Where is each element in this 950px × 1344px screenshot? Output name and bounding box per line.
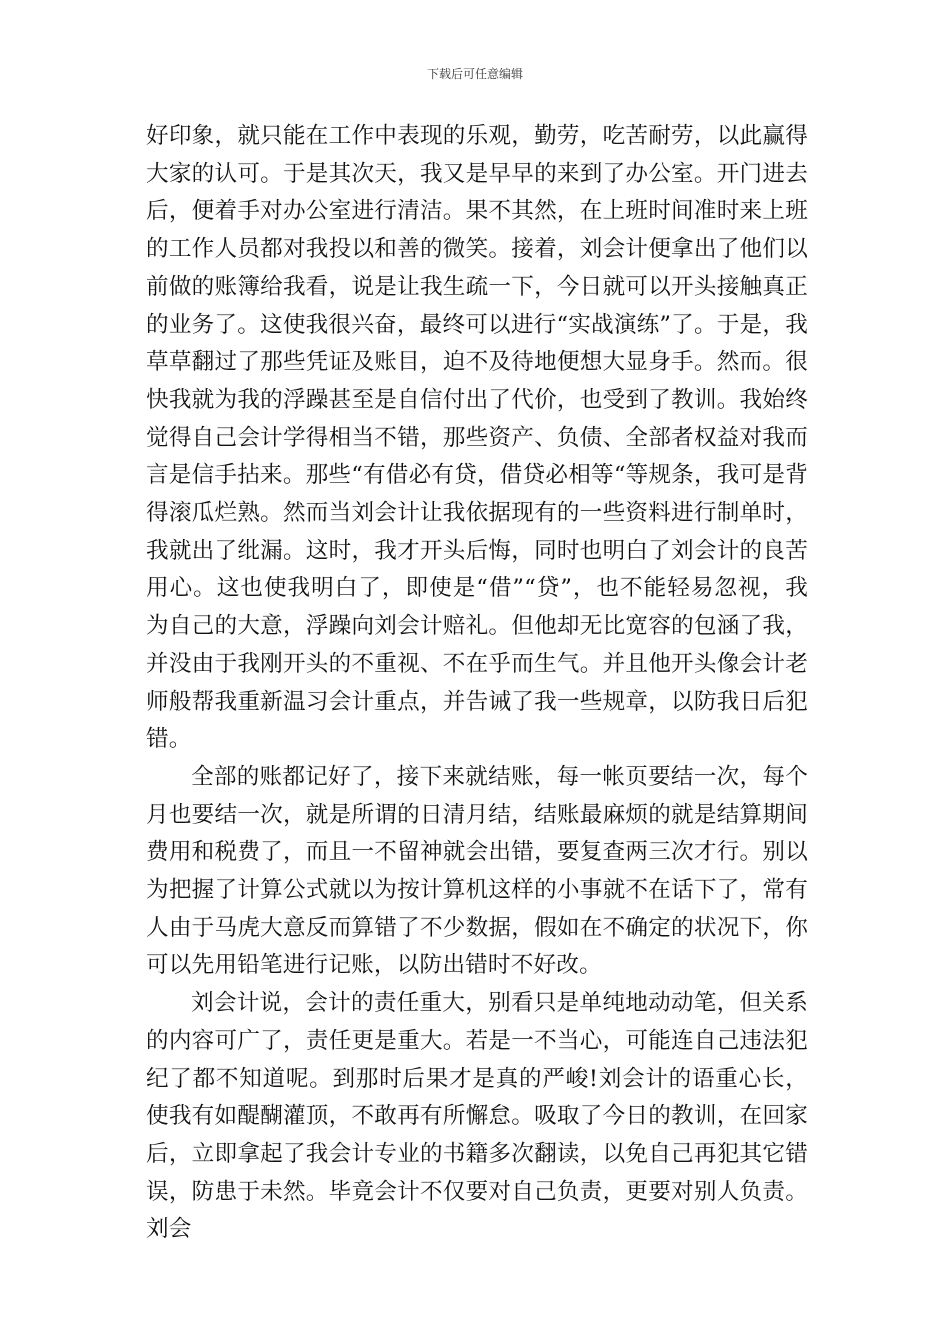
paragraph-3: 刘会计说，会计的责任重大，别看只是单纯地动动笔，但关系的内容可广了，责任更是重大。若是一不当心，可能连自己违法犯纪了都不知道呢。到那时后果才是真的严峻!刘会计的语重心长，使我有如醍醐灌顶，不敢再有所懈怠。吸取了今日的教训，在回家后，立即拿起了我会计专业的书籍多次翻读，以免自己再犯其它错误，防患于未然。毕竟会计不仅要对自己负责，更要对别人负责。刘会 [146, 990, 808, 1243]
paragraph-2: 全部的账都记好了，接下来就结账，每一帐页要结一次，每个月也要结一次，就是所谓的日清月结，结账最麻烦的就是结算期间费用和税费了，而且一不留神就会出错，要复查两三次才行。别以为把握了计算公式就以为按计算机这样的小事就不在话下了，常有人由于马虎大意反而算错了不少数据，假如在不确定的状况下，你可以先用铅笔进行记账，以防出错时不好改。 [146, 763, 808, 979]
paragraph-1: 好印象，就只能在工作中表现的乐观，勤劳，吃苦耐劳，以此赢得大家的认可。于是其次天，我又是早早的来到了办公室。开门进去后，便着手对办公室进行清洁。果不其然，在上班时间准时来上班的工作人员都对我投以和善的微笑。接着，刘会计便拿出了他们以前做的账簿给我看，说是让我生疏一下，今日就可以开头接触真正的业务了。这使我很兴奋，最终可以进行“实战演练”了。于是，我草草翻过了那些凭证及账目，迫不及待地便想大显身手。然而。很快我就为我的浮躁甚至是自信付出了代价，也受到了教训。我始终觉得自己会计学得相当不错，那些资产、负债、全部者权益对我而言是信手拈来。那些“有借必有贷，借贷必相等“等规条，我可是背得滚瓜烂熟。然而当刘会计让我依据现有的一些资料进行制单时，我就出了纰漏。这时，我才开头后悔，同时也明白了刘会计的良苦用心。这也使我明白了，即使是“借”“贷”，也不能轻易忽视，我为自己的大意，浮躁向刘会计赔礼。但他却无比宽容的包涵了我，并没由于我刚开头的不重视、不在乎而生气。并且他开头像会计老师般帮我重新温习会计重点，并告诫了我一些规章，以防我日后犯错。 [146, 123, 808, 753]
page-header: 下载后可任意编辑 [426, 67, 523, 81]
document-body [146, 118, 808, 1249]
